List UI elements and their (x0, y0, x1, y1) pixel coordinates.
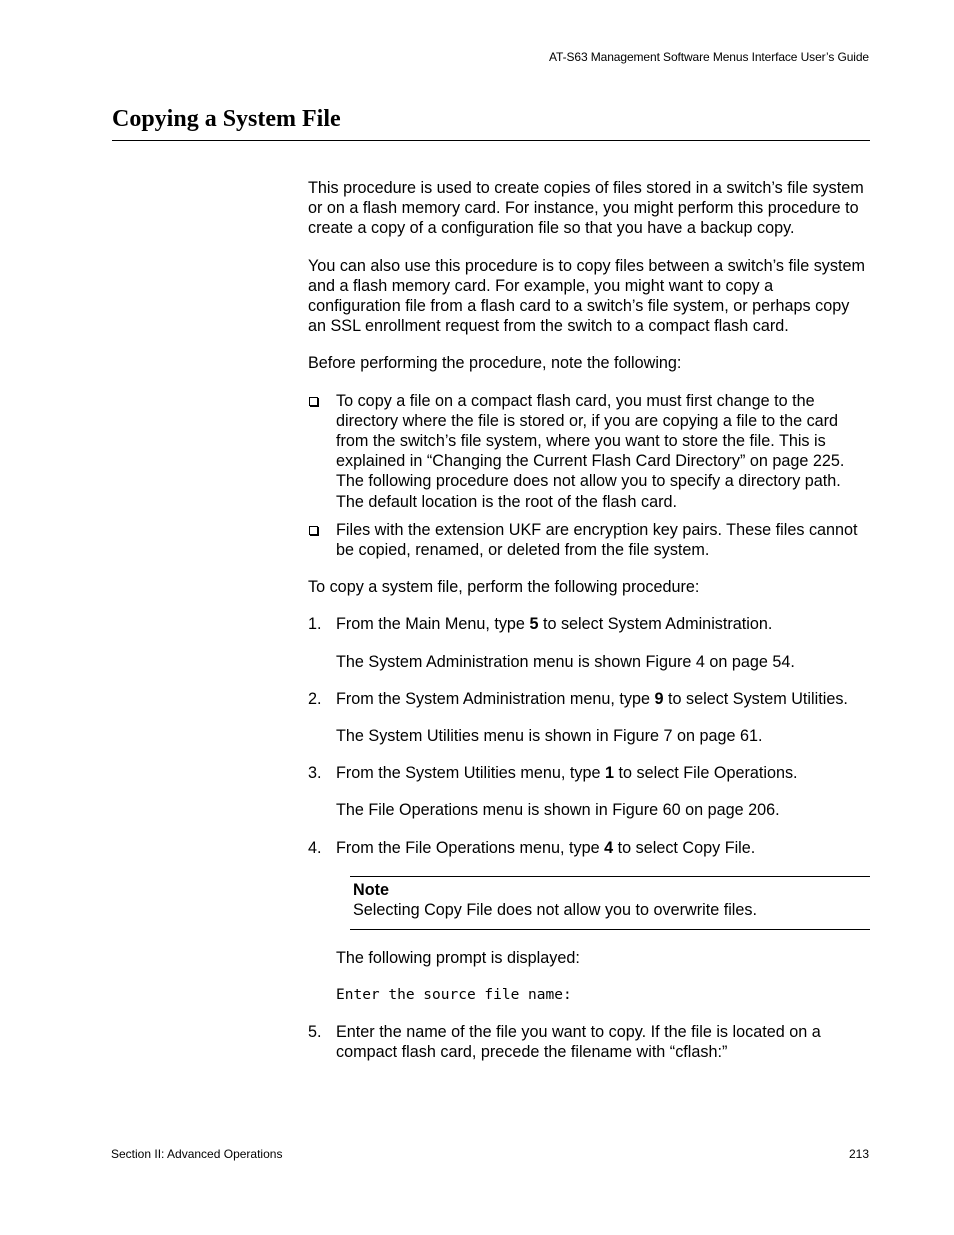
running-header: AT-S63 Management Software Menus Interface User’s Guide (549, 50, 869, 64)
procedure-steps (308, 614, 870, 634)
step-result: The System Utilities menu is shown in Figure 7 on page 61. (336, 727, 763, 746)
prompt-intro: The following prompt is displayed: (336, 949, 580, 968)
procedure-steps (308, 763, 870, 783)
procedure-steps (308, 1022, 870, 1062)
section-title: Copying a System File (112, 106, 341, 132)
step-item (308, 689, 870, 709)
list-item-text: Files with the extension UKF are encryption key pairs. These files cannot be copied, renamed, or deleted from the file system. (336, 520, 858, 560)
intro-paragraph: You can also use this procedure is to copy files between a switch’s file system and a flash memory card. For example, you might want to copy a configuration file from a flash card to a switch’s file system, or perhaps copy an SSL enrollment request from the switch to a compact flash card. (308, 256, 865, 336)
prompt-code: Enter the source file name: (336, 987, 572, 1004)
note-box (350, 876, 870, 930)
intro-paragraph: Before performing the procedure, note the following: (308, 354, 682, 373)
step-number: 1. (308, 615, 322, 634)
step-text: From the System Utilities menu, type (336, 764, 605, 783)
procedure-steps (308, 838, 870, 858)
step-text: From the File Operations menu, type (336, 838, 605, 857)
note-title: Note (353, 880, 389, 899)
step-result: The System Administration menu is shown Figure 4 on page 54. (336, 652, 795, 671)
checkbox-bullet-icon (309, 397, 318, 406)
step-number: 4. (308, 838, 322, 857)
step-item (308, 763, 870, 783)
procedure-steps (308, 689, 870, 709)
checkbox-bullet-icon (309, 526, 318, 535)
step-text: to select Copy File. (613, 838, 756, 857)
main-content (308, 178, 870, 1062)
step-key: 5 (529, 615, 539, 634)
note-text: Selecting Copy File does not allow you to overwrite files. (353, 901, 757, 920)
list-item (308, 520, 870, 560)
step-number: 3. (308, 764, 322, 783)
step-text: to select File Operations. (614, 764, 798, 783)
step-text: to select System Administration. (538, 615, 773, 634)
step-number: 2. (308, 689, 322, 708)
step-key: 1 (604, 764, 614, 783)
step-item (308, 1022, 870, 1062)
procedure-intro: To copy a system file, perform the following procedure: (308, 578, 700, 597)
step-text: From the System Administration menu, type (336, 689, 655, 708)
step-text: to select System Utilities. (663, 689, 848, 708)
page-number: 213 (848, 1147, 869, 1161)
step-number: 5. (308, 1022, 322, 1041)
intro-paragraph: This procedure is used to create copies of files stored in a switch’s file system or on a flash memory card. For instance, you might perform this procedure to create a copy of a configuration file so that you have a backup copy. (308, 179, 864, 238)
step-result: The File Operations menu is shown in Figure 60 on page 206. (336, 801, 780, 820)
title-rule (112, 140, 870, 141)
prerequisite-list (308, 391, 870, 561)
step-item (308, 614, 870, 634)
footer-section: Section II: Advanced Operations (111, 1147, 283, 1161)
list-item (308, 391, 870, 512)
step-item (308, 838, 870, 858)
list-item-text: To copy a file on a compact flash card, you must first change to the directory where the file is stored or, if you are copying a file to the card from the switch’s file system, where you want to store the file. This is explained in “Changing the Current Flash Card Directory” on page 225. The following procedure does not allow you to specify a directory path. The default location is the root of the flash card. (336, 391, 845, 511)
step-key: 4 (604, 838, 614, 857)
step-text: From the Main Menu, type (336, 615, 530, 634)
step-text: Enter the name of the file you want to copy. If the file is located on a compact flash card, precede the filename with “cflash:” (336, 1022, 821, 1061)
step-key: 9 (654, 689, 664, 708)
